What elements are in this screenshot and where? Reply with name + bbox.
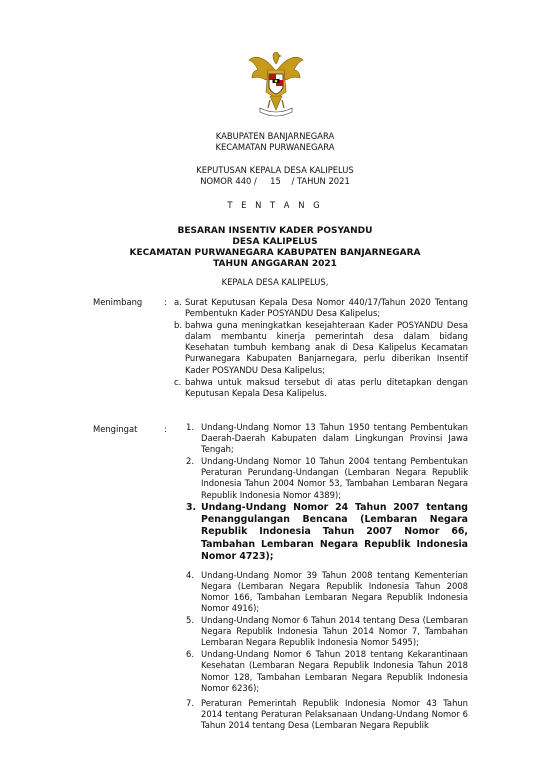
garuda-emblem-icon xyxy=(246,48,306,120)
issuer-line: KEPALA DESA KALIPELUS, xyxy=(221,277,329,287)
item-text: Surat Keputusan Kepala Desa Nomor 440/17/Tahun 2020 Tentang Pembentukn Kader POSYANDU Desa Kalipelus; xyxy=(185,297,468,319)
item-text: Undang-Undang Nomor 13 Tahun 1950 tentang Pembentukan Daerah-Daerah Kabupaten dalam Lingkungan Provinsi Jawa Tengah; xyxy=(201,422,468,455)
list-item xyxy=(186,615,468,648)
list-item xyxy=(186,456,468,500)
subject-line-4: TAHUN ANGGARAN 2021 xyxy=(213,259,337,269)
list-item xyxy=(186,649,468,693)
item-marker: 6. xyxy=(186,649,194,660)
item-text: bahwa untuk maksud tersebut di atas perlu ditetapkan dengan Keputusan Kepala Desa Kalipelus. xyxy=(185,376,468,398)
menimbang-label: Menimbang xyxy=(93,297,143,307)
decree-number: NOMOR 440 / 15 / TAHUN 2021 xyxy=(200,176,350,186)
subject-line-2: DESA KALIPELUS xyxy=(232,237,318,247)
item-text: Undang-Undang Nomor 10 Tahun 2004 tentang Pembentukan Peraturan Perundang-Undangan (Lembaran Negara Republik Indonesia Tahun 2004 Nomor 53, Tambahan Lembaran Negara Republik Indonesia Nomor 4389); xyxy=(201,456,468,500)
list-item xyxy=(186,422,468,455)
item-marker: 4. xyxy=(186,569,194,580)
item-text: Undang-Undang Nomor 39 Tahun 2008 tentang Kementerian Negara (Lembaran Negara Republik Indonesia Tahun 2008 Nomor 166, Tambahan Lembaran Negara Republik Indonesia Nomor 4916); xyxy=(201,569,468,613)
item-marker: c. xyxy=(174,376,182,387)
tentang-heading: T E N T A N G xyxy=(227,200,323,210)
item-marker: b. xyxy=(174,320,182,331)
regency-name: KABUPATEN BANJARNEGARA xyxy=(215,131,335,141)
item-marker: 3. xyxy=(186,501,197,513)
item-text: bahwa guna meningkatkan kesejahteraan Kader POSYANDU Desa dalam membantu kinerja pemerintah desa dalam bidang Kesehatan tumbuh kembang anak di Desa Kalipelus Kecamatan Purwanegara Kabupaten Banjarnegara, perlu diberikan Insentif Kader POSYANDU Desa Kalipelus; xyxy=(185,320,468,375)
decree-title: KEPUTUSAN KEPALA DESA KALIPELUS xyxy=(196,165,354,175)
subject-line-3: KECAMATAN PURWANEGARA KABUPATEN BANJARNEGARA xyxy=(129,248,421,258)
mengingat-label: Mengingat xyxy=(93,424,138,434)
subject-line-1: BESARAN INSENTIV KADER POSYANDU xyxy=(177,226,373,236)
list-item xyxy=(186,698,468,731)
item-marker: 1. xyxy=(186,422,194,432)
mengingat-list xyxy=(186,422,468,732)
list-item xyxy=(174,320,468,375)
list-item xyxy=(186,502,468,564)
item-marker: 5. xyxy=(186,615,194,626)
item-text: Undang-Undang Nomor 6 Tahun 2018 tentang Kekarantinaan Kesehatan (Lembaran Negara Republik Indonesia Tahun 2018 Nomor 128, Tambahan Lembaran Negara Republik Indonesia Nomor 6236); xyxy=(201,649,468,693)
item-text: Undang-Undang Nomor 24 Tahun 2007 tentang Penanggulangan Bencana (Lembaran Negara Republik Indonesia Tahun 2007 Nomor 66, Tambahan Lembaran Negara Republik Indonesia Nomor 4723); xyxy=(201,501,468,563)
item-marker: a. xyxy=(174,297,182,307)
list-item xyxy=(186,570,468,614)
list-item xyxy=(174,297,468,319)
list-item xyxy=(174,377,468,399)
item-marker: 7. xyxy=(186,697,194,708)
item-text: Peraturan Pemerintah Republik Indonesia Nomor 43 Tahun 2014 tentang Peraturan Pelaksanaan Undang-Undang Nomor 6 Tahun 2014 tentang Desa (Lembaran Negara Republik xyxy=(201,697,468,730)
mengingat-colon: : xyxy=(164,424,167,434)
district-name: KECAMATAN PURWANEGARA xyxy=(215,142,335,152)
item-marker: 2. xyxy=(186,456,194,467)
menimbang-colon: : xyxy=(164,297,167,307)
item-text: Undang-Undang Nomor 6 Tahun 2014 tentang Desa (Lembaran Negara Republik Indonesia Tahun 2014 Nomor 7, Tambahan Lembaran Negara Republik Indonesia Nomor 5495); xyxy=(201,615,468,648)
menimbang-list xyxy=(174,297,468,400)
